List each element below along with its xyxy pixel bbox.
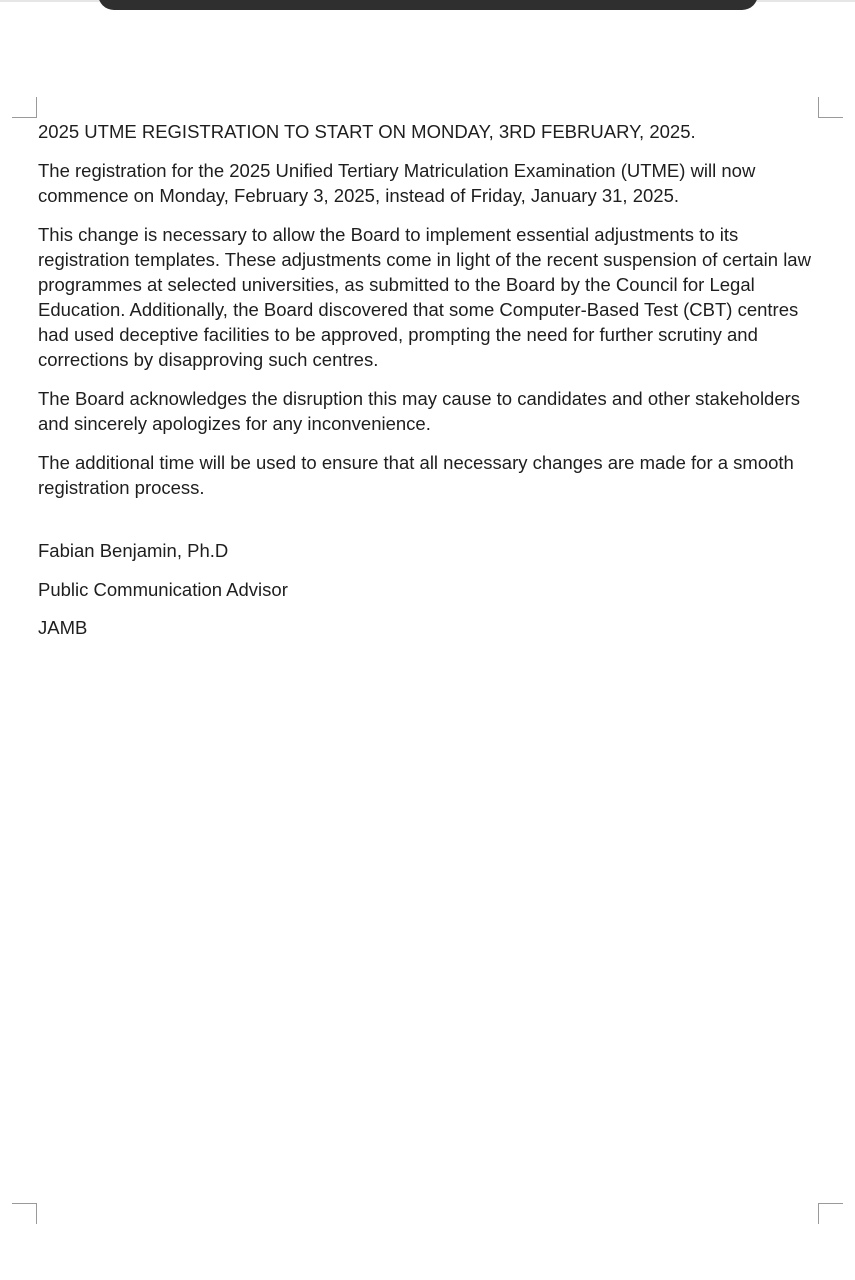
signatory-position: Public Communication Advisor: [38, 578, 288, 600]
paragraph-3: The Board acknowledges the disruption this may cause to candidates and other stakeholders and sincerely apologizes for any inconvenience.: [38, 388, 801, 434]
page-corner-bottom-right: [818, 1203, 843, 1224]
top-toolbar: [98, 0, 758, 10]
signatory-name: Fabian Benjamin, Ph.D: [38, 540, 229, 561]
page-corner-top-left: [12, 97, 37, 118]
paragraph-1: The registration for the 2025 Unified Tertiary Matriculation Examination (UTME) will now commence on Monday, February 3, 2025, instead of Friday, January 31, 2025.: [38, 160, 756, 206]
signatory-organization: JAMB: [38, 617, 88, 638]
signature-block: [38, 538, 818, 640]
document-body: [38, 119, 818, 654]
paragraph-4: The additional time will be used to ensure that all necessary changes are made for a smooth registration process.: [38, 452, 794, 498]
document-title: 2025 UTME REGISTRATION TO START ON MONDAY, 3RD FEBRUARY, 2025.: [38, 121, 696, 142]
page-corner-top-right: [818, 97, 843, 118]
page-corner-bottom-left: [12, 1203, 37, 1224]
paragraph-2: This change is necessary to allow the Board to implement essential adjustments to its registration templates. These adjustments come in light of the recent suspension of certain law programmes at selected universities, as submitted to the Board by the Council for Legal Education. Additionally, the Board discovered that some Computer-Based Test (CBT) centres had used deceptive facilities to be approved, prompting the need for further scrutiny and corrections by disapproving such centres.: [38, 224, 811, 370]
